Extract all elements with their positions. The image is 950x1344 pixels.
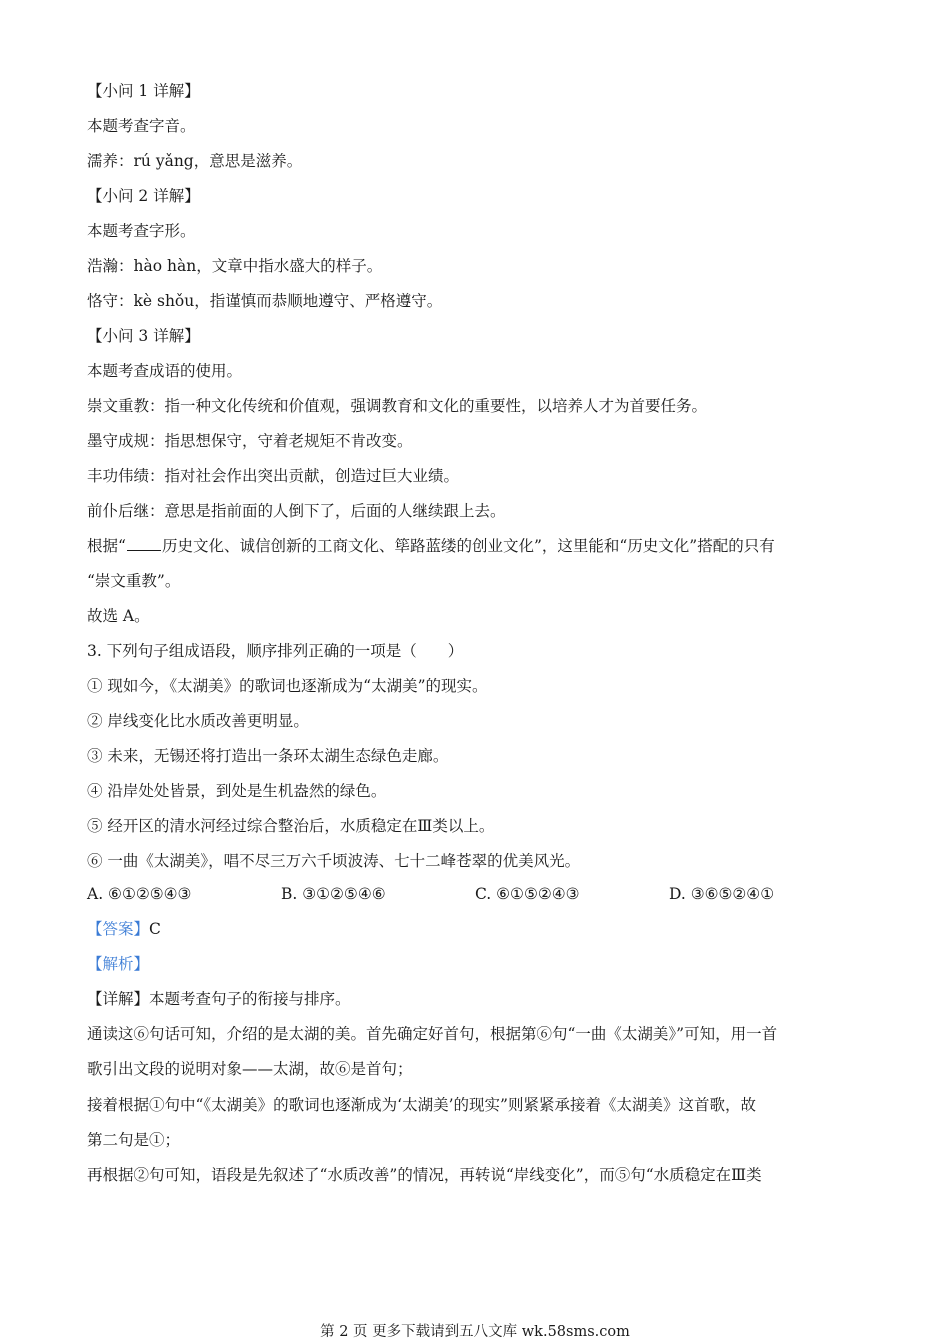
body-text: 崇文重教：指一种文化传统和价值观，强调教育和文化的重要性，以培养人才为首要任务。 [87,397,708,415]
fill-blank [127,535,161,551]
body-text: 本题考查字音。 [87,117,196,135]
option-b: B. ③①②⑤④⑥ [281,885,386,903]
sentence-item: ① 现如今，《太湖美》的歌词也逐渐成为“太湖美”的现实。 [87,677,488,695]
subquestion-1-heading: 【小问 1 详解】 [87,82,200,100]
explanation-line: 第二句是①； [87,1131,181,1149]
genju-suffix: 历史文化、诚信创新的工商文化、筚路蓝缕的创业文化”，这里能和“历史文化”搭配的只有 [161,537,775,555]
explanation-line: 通读这⑥句话可知，介绍的是太湖的美。首先确定好首句，根据第⑥句“一曲《太湖美》”可知，用一首 [87,1025,778,1043]
explanation-line: 接着根据①句中“《太湖美》的歌词也逐渐成为‘太湖美’的现实”则紧紧承接着《太湖美》这首歌，故 [87,1096,756,1114]
subquestion-2-heading: 【小问 2 详解】 [87,187,200,205]
sentence-item: ⑥ 一曲《太湖美》，唱不尽三万六千顷波涛、七十二峰苍翠的优美风光。 [87,852,581,870]
sentence-item: ② 岸线变化比水质改善更明显。 [87,712,309,730]
option-a: A. ⑥①②⑤④③ [87,885,192,903]
explanation-line: 歌引出文段的说明对象——太湖，故⑥是首句； [87,1060,413,1078]
body-text: 恪守：kè shǒu，指谨慎而恭顺地遵守、严格遵守。 [87,292,443,310]
question-stem: 3. 下列句子组成语段，顺序排列正确的一项是（ ） [87,642,464,660]
body-text: 前仆后继：意思是指前面的人倒下了，后面的人继续跟上去。 [87,502,506,520]
genju-prefix: 根据“ [87,537,126,555]
body-text: 本题考查成语的使用。 [87,362,243,380]
choice-text: 故选 A。 [87,607,150,625]
sentence-item: ⑤ 经开区的清水河经过综合整治后，水质稳定在Ⅲ类以上。 [87,817,495,835]
detail-text: 本题考查句子的衔接与排序。 [149,990,351,1008]
detail-line [87,988,867,1010]
sentence-item: ③ 未来，无锡还将打造出一条环太湖生态绿色走廊。 [87,747,449,765]
options-row [87,883,867,905]
analysis-label: 【解析】 [87,955,150,973]
genju-line [87,535,867,557]
subquestion-3-heading: 【小问 3 详解】 [87,327,200,345]
body-text: 本题考查字形。 [87,222,196,240]
detail-label: 【详解】 [87,990,150,1008]
answer-value: C [149,920,161,938]
answer-line [87,918,867,940]
body-text: 濡养：rú yǎng，意思是滋养。 [87,152,303,170]
body-text: 浩瀚：hào hàn，文章中指水盛大的样子。 [87,257,383,275]
option-d: D. ③⑥⑤②④① [669,885,775,903]
page-footer: 第 2 页 更多下载请到五八文库 wk.58sms.com [320,1324,630,1340]
sentence-item: ④ 沿岸处处皆景，到处是生机盎然的绿色。 [87,782,387,800]
answer-label: 【答案】 [87,920,150,938]
option-c: C. ⑥①⑤②④③ [475,885,580,903]
genju-line-2: “崇文重教”。 [87,572,181,590]
explanation-line: 再根据②句可知，语段是先叙述了“水质改善”的情况，再转说“岸线变化”，而⑤句“水质稳定在Ⅲ类 [87,1166,762,1184]
body-text: 丰功伟绩：指对社会作出突出贡献，创造过巨大业绩。 [87,467,460,485]
body-text: 墨守成规：指思想保守，守着老规矩不肯改变。 [87,432,413,450]
